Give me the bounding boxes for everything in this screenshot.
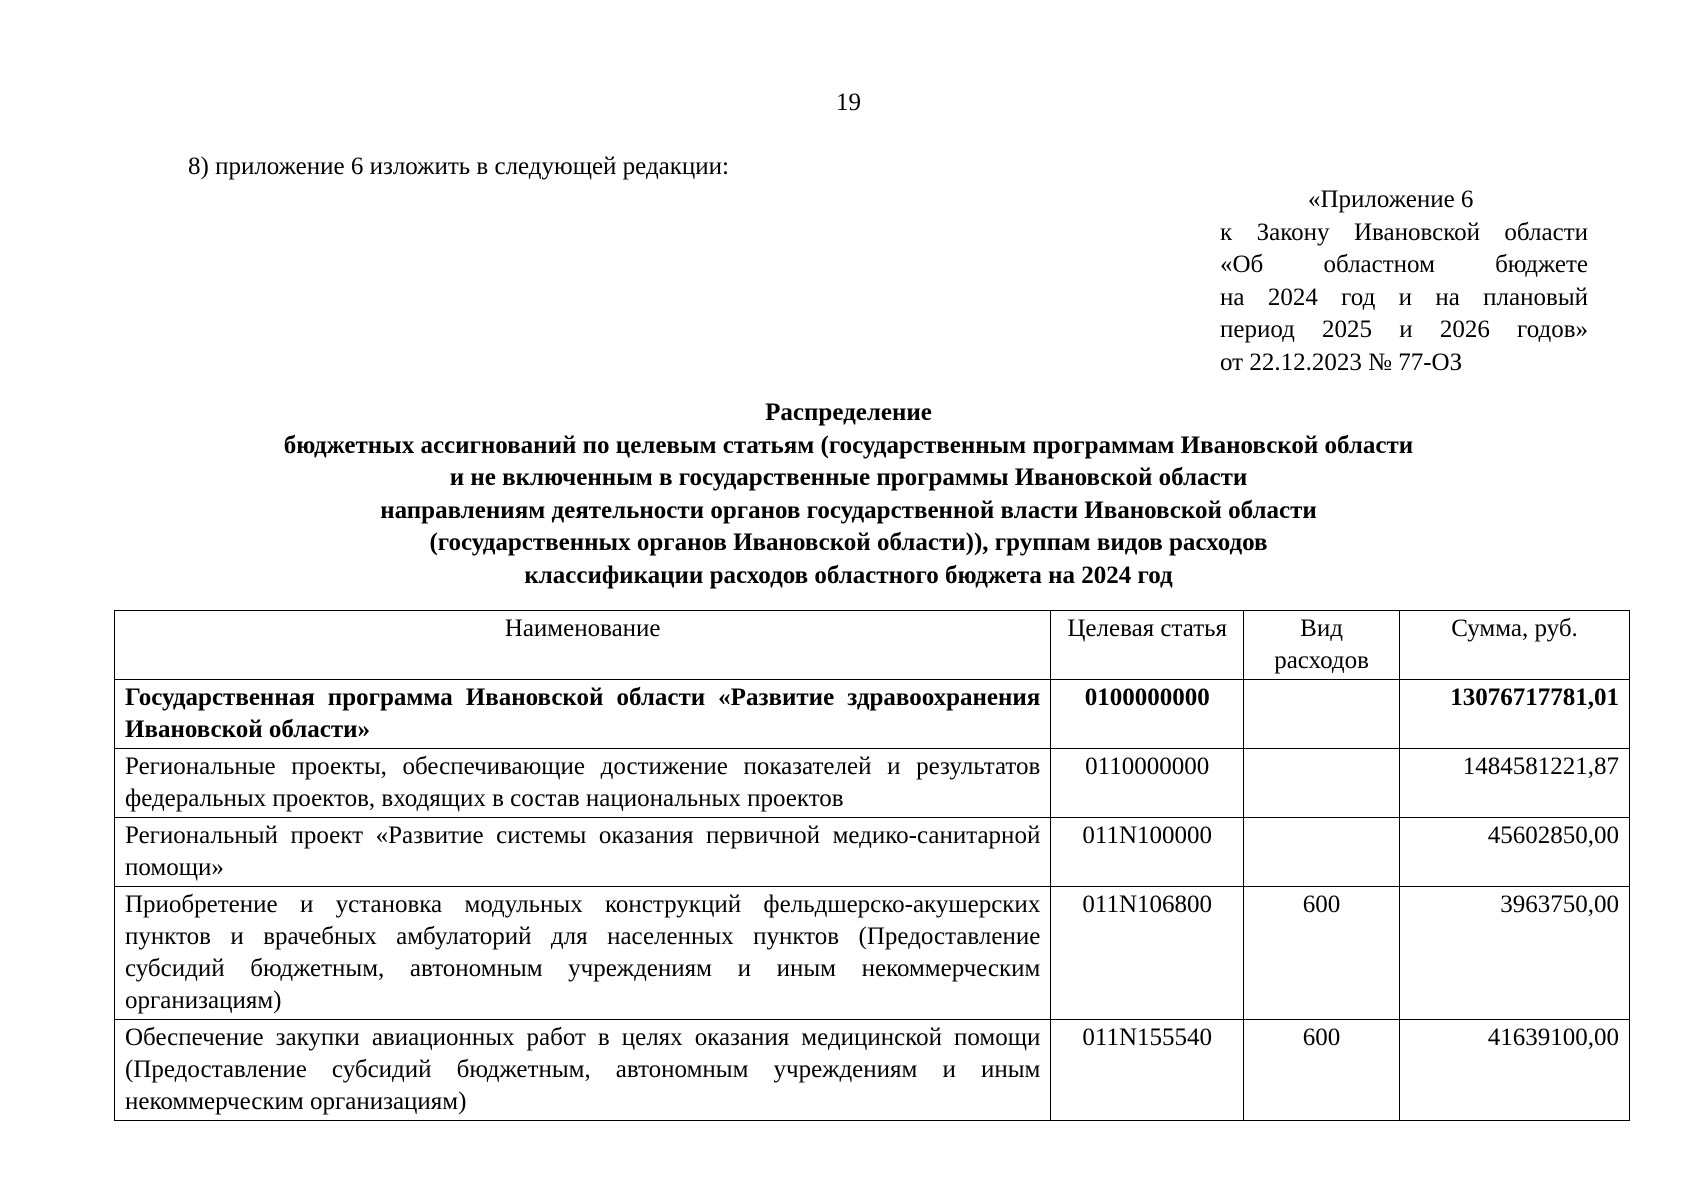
row-sum: 45602850,00 (1400, 818, 1630, 887)
document-heading (0, 397, 1697, 592)
table-row (115, 749, 1630, 818)
row-code: 0110000000 (1051, 749, 1244, 818)
table-row (115, 1020, 1630, 1121)
header-name: Наименование (115, 611, 1051, 680)
row-type (1244, 680, 1400, 749)
table-row (115, 818, 1630, 887)
heading-line: Распределение (765, 399, 932, 426)
heading-line: бюджетных ассигнований по целевым статьям (государственным программам Ивановской области (283, 431, 1414, 459)
row-sum: 1484581221,87 (1400, 749, 1630, 818)
row-code: 011N100000 (1051, 818, 1244, 887)
row-code: 011N106800 (1051, 887, 1244, 1020)
table-row (115, 680, 1630, 749)
budget-table (114, 610, 1630, 1121)
annex-reference (1220, 184, 1588, 379)
annex-line: от 22.12.2023 № 77-ОЗ (1220, 348, 1463, 376)
heading-line: (государственных органов Ивановской области)), группам видов расходов (429, 529, 1268, 556)
row-type (1244, 749, 1400, 818)
annex-line: на 2024 год и на плановый (1220, 283, 1588, 311)
header-code: Целевая статья (1051, 611, 1244, 680)
table-row (115, 887, 1630, 1020)
row-type: 600 (1244, 1020, 1400, 1121)
header-type: Вид расходов (1244, 611, 1400, 680)
row-code: 011N155540 (1051, 1020, 1244, 1121)
intro-text: 8) приложение 6 изложить в следующей редакции: (188, 153, 729, 180)
header-sum: Сумма, руб. (1400, 611, 1630, 680)
page-number: 19 (836, 89, 861, 116)
annex-line: период 2025 и 2026 годов» (1220, 316, 1588, 343)
row-name: Государственная программа Ивановской области «Развитие здравоохранения Ивановской области» (115, 680, 1051, 749)
heading-line: и не включенным в государственные программы Ивановской области (449, 464, 1248, 491)
row-name: Обеспечение закупки авиационных работ в целях оказания медицинской помощи (Предоставление субсидий бюджетным, автономным учреждениям и иным некоммерческим организациям) (115, 1020, 1051, 1121)
row-sum: 41639100,00 (1400, 1020, 1630, 1121)
row-name: Приобретение и установка модульных конструкций фельдшерско-акушерских пунктов и врачебных амбулаторий для населенных пунктов (Предоставление субсидий бюджетным, автономным учреждениям и иным некоммерческим организациям) (115, 887, 1051, 1020)
annex-line: «Приложение 6 (1308, 186, 1474, 213)
row-sum: 3963750,00 (1400, 887, 1630, 1020)
row-name: Региональный проект «Развитие системы оказания первичной медико-санитарной помощи» (115, 818, 1051, 887)
row-type: 600 (1244, 887, 1400, 1020)
row-name: Региональные проекты, обеспечивающие достижение показателей и результатов федеральных проектов, входящих в состав национальных проектов (115, 749, 1051, 818)
heading-line: направлениям деятельности органов государственной власти Ивановской области (380, 496, 1317, 524)
heading-line: классификации расходов областного бюджета на 2024 год (524, 561, 1173, 589)
annex-line: к Закону Ивановской области (1220, 218, 1588, 246)
row-code: 0100000000 (1051, 680, 1244, 749)
row-sum: 13076717781,01 (1400, 680, 1630, 749)
annex-line: «Об областном бюджете (1220, 251, 1588, 278)
table-header-row (115, 611, 1630, 680)
row-type (1244, 818, 1400, 887)
